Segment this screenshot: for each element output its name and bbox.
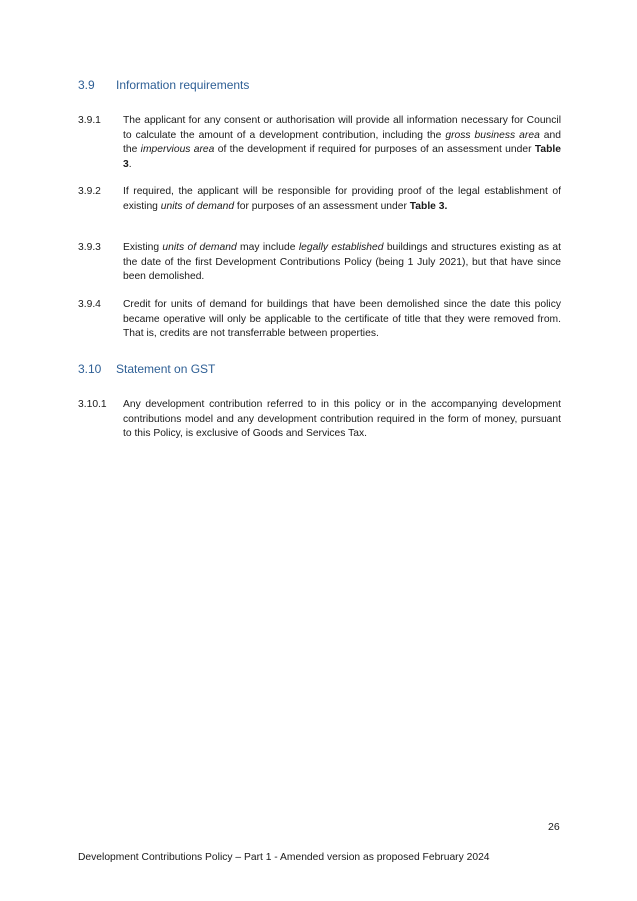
section-heading-3-9 xyxy=(78,78,249,92)
paragraph-3-9-2 xyxy=(78,185,561,214)
paragraph-text: If required, the applicant will be responsible for providing proof of the legal establishment of existing units of demand for purposes of an assessment under Table 3. xyxy=(123,186,561,212)
paragraph-3-9-4 xyxy=(78,298,561,342)
page-footer: Development Contributions Policy – Part 1 - Amended version as proposed February 2024 xyxy=(78,852,490,863)
section-number: 3.10 xyxy=(78,362,102,376)
section-title: Statement on GST xyxy=(116,362,216,376)
paragraph-text: Any development contribution referred to in this policy or in the accompanying development contributions model and any development contribution required in the form of money, pursuant to this Policy, is exclusive of Goods and Services Tax. xyxy=(123,399,561,440)
paragraph-number: 3.9.3 xyxy=(78,242,101,253)
section-heading-3-10 xyxy=(78,362,215,376)
paragraph-3-9-1 xyxy=(78,114,561,172)
paragraph-text: Existing units of demand may include legally established buildings and structures existing as at the date of the first Development Contributions Policy (being 1 July 2021), but that have since been demolished. xyxy=(123,242,561,283)
paragraph-number: 3.9.1 xyxy=(78,115,101,126)
paragraph-number: 3.10.1 xyxy=(78,399,107,410)
paragraph-3-9-3 xyxy=(78,241,561,285)
page-number: 26 xyxy=(548,821,560,833)
section-title: Information requirements xyxy=(116,78,250,92)
paragraph-text: The applicant for any consent or authorisation will provide all information necessary for Council to calculate the amount of a development contribution, including the gross business area and the impervious area of the development if required for purposes of an assessment under Table 3. xyxy=(123,115,561,170)
paragraph-3-10-1 xyxy=(78,398,561,442)
paragraph-number: 3.9.2 xyxy=(78,186,101,197)
section-number: 3.9 xyxy=(78,78,95,92)
paragraph-number: 3.9.4 xyxy=(78,299,101,310)
paragraph-text: Credit for units of demand for buildings that have been demolished since the date this policy became operative will only be applicable to the certificate of title that they were removed from. That is, credits are not transferrable between properties. xyxy=(123,299,561,340)
